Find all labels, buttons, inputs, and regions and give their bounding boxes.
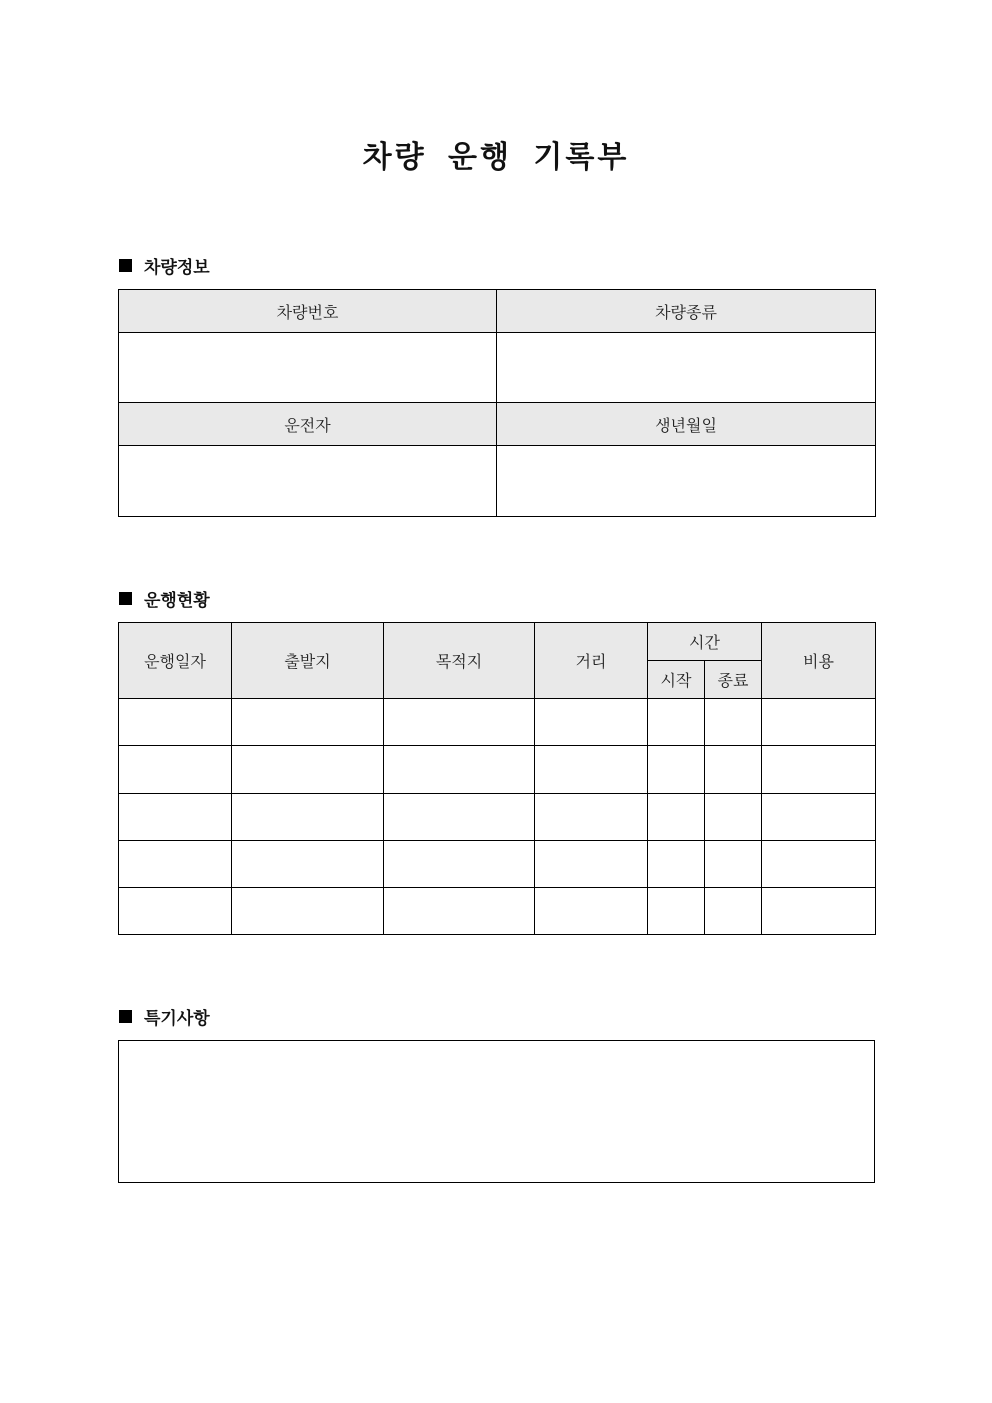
- label-driver: 운전자: [119, 403, 497, 446]
- cell-time-end[interactable]: [705, 699, 762, 746]
- cell-date[interactable]: [119, 887, 232, 934]
- cell-destination[interactable]: [384, 793, 535, 840]
- cell-distance[interactable]: [535, 699, 648, 746]
- cell-time-end[interactable]: [705, 840, 762, 887]
- cell-distance[interactable]: [535, 840, 648, 887]
- field-vehicle-number[interactable]: [119, 333, 497, 403]
- section-heading-operation-status: [119, 586, 210, 610]
- section-heading-vehicle-info: [119, 253, 210, 277]
- cell-departure[interactable]: [232, 840, 384, 887]
- cell-cost[interactable]: [762, 793, 876, 840]
- cell-departure[interactable]: [232, 887, 384, 934]
- cell-time-end[interactable]: [705, 746, 762, 793]
- cell-destination[interactable]: [384, 699, 535, 746]
- vehicle-info-table: [118, 289, 876, 517]
- field-driver[interactable]: [119, 446, 497, 517]
- section-heading-label: 차량정보: [144, 257, 210, 278]
- cell-time-start[interactable]: [648, 699, 705, 746]
- cell-distance[interactable]: [535, 746, 648, 793]
- cell-time-start[interactable]: [648, 793, 705, 840]
- table-row: [119, 793, 876, 840]
- field-vehicle-type[interactable]: [497, 333, 876, 403]
- cell-distance[interactable]: [535, 793, 648, 840]
- cell-cost[interactable]: [762, 699, 876, 746]
- label-vehicle-type: 차량종류: [497, 290, 876, 333]
- cell-cost[interactable]: [762, 887, 876, 934]
- page-title: 차량 운행 기록부: [362, 140, 630, 175]
- cell-date[interactable]: [119, 746, 232, 793]
- section-heading-remarks: [119, 1004, 210, 1028]
- cell-destination[interactable]: [384, 887, 535, 934]
- remarks-textarea[interactable]: [118, 1040, 875, 1183]
- cell-time-start[interactable]: [648, 746, 705, 793]
- col-header-time: 시간: [648, 623, 762, 661]
- cell-destination[interactable]: [384, 840, 535, 887]
- cell-date[interactable]: [119, 699, 232, 746]
- black-square-icon: [119, 259, 132, 272]
- cell-departure[interactable]: [232, 699, 384, 746]
- section-heading-label: 특기사항: [144, 1008, 210, 1029]
- cell-departure[interactable]: [232, 746, 384, 793]
- cell-time-start[interactable]: [648, 840, 705, 887]
- col-header-date: 운행일자: [119, 623, 232, 699]
- cell-departure[interactable]: [232, 793, 384, 840]
- table-row: [119, 699, 876, 746]
- label-vehicle-number: 차량번호: [119, 290, 497, 333]
- label-birth-date: 생년월일: [497, 403, 876, 446]
- cell-time-end[interactable]: [705, 793, 762, 840]
- black-square-icon: [119, 592, 132, 605]
- cell-date[interactable]: [119, 840, 232, 887]
- table-row: [119, 746, 876, 793]
- cell-distance[interactable]: [535, 887, 648, 934]
- cell-time-start[interactable]: [648, 887, 705, 934]
- col-header-departure: 출발지: [232, 623, 384, 699]
- col-header-cost: 비용: [762, 623, 876, 699]
- section-heading-label: 운행현황: [144, 590, 210, 611]
- cell-date[interactable]: [119, 793, 232, 840]
- col-header-time-start: 시작: [648, 661, 705, 699]
- field-birth-date[interactable]: [497, 446, 876, 517]
- cell-cost[interactable]: [762, 840, 876, 887]
- cell-cost[interactable]: [762, 746, 876, 793]
- table-row: [119, 887, 876, 934]
- table-row: [119, 840, 876, 887]
- col-header-time-end: 종료: [705, 661, 762, 699]
- col-header-destination: 목적지: [384, 623, 535, 699]
- operation-status-table: [118, 622, 876, 935]
- cell-time-end[interactable]: [705, 887, 762, 934]
- cell-destination[interactable]: [384, 746, 535, 793]
- col-header-distance: 거리: [535, 623, 648, 699]
- black-square-icon: [119, 1010, 132, 1023]
